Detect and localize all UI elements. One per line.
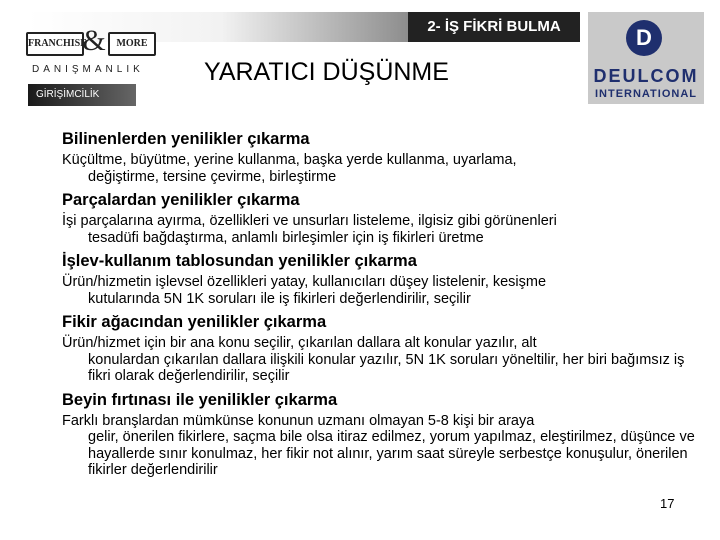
deulcom-logo [588,12,704,104]
section-body-line: Küçültme, büyütme, yerine kullanma, başka yerde kullanma, uyarlama, [62,152,517,168]
deulcom-subname: INTERNATIONAL [594,88,697,100]
section-body [62,152,702,185]
section-title: Bilinenlerden yenilikler çıkarma [62,130,310,148]
section-title: İşlev-kullanım tablosundan yenilikler çıkarma [62,252,417,270]
section-body-line: Ürün/hizmet için bir ana konu seçilir, çıkarılan dallara alt konular yazılır, alt [62,335,537,351]
section-body [62,213,702,246]
section-body-continuation: tesadüfi bağdaştırma, anlamlı birleşimler için iş fikirleri üretme [88,229,484,246]
section-title: Parçalardan yenilikler çıkarma [62,191,300,209]
deulcom-name: DEULCOM [593,66,699,86]
section-item [62,389,702,479]
logo-subtitle: DANIŞMANLIK [32,64,144,75]
logo-text-franchise: FRANCHISE [26,32,84,56]
section-title: Beyin fırtınası ile yenilikler çıkarma [62,390,338,409]
section-item [62,250,702,307]
section-body-line: Farklı branşlardan mümkünse konunun uzmanı olmayan 5-8 kişi bir araya [62,412,535,429]
deulcom-mark-icon: D [626,20,662,56]
logo-text-more: MORE [108,32,156,56]
section-body [62,335,702,385]
logo-ampersand: & [82,24,106,57]
section-body-continuation: kutularında 5N 1K soruları ile iş fikirleri değerlendirilir, seçilir [88,290,471,307]
section-title: Fikir ağacından yenilikler çıkarma [62,313,327,331]
section-item [62,311,702,385]
section-body-continuation: konulardan çıkarılan dallara ilişkili konular yazılır, 5N 1K soruları yöneltilir, her biri bağımsız iş fikri olarak değerlendirilir, seçilir [88,351,685,384]
section-title-bar: 2- İŞ FİKRİ BULMA [408,12,580,42]
section-body-line: İşi parçalarına ayırma, özellikleri ve unsurları listeleme, ilgisiz gibi görünenleri [62,213,557,229]
page-number: 17 [660,496,675,511]
content-list [62,124,702,482]
section-body-continuation: gelir, önerilen fikirlere, saçma bile olsa itiraz edilmez, yorum yapılmaz, eleştirilmez, düşünce ve hayallerde sınır konulmaz, her fikir not alınır, yarım saat süreyle serbestçe konuşulur, önerilen fikirler değerlendirilir [88,429,695,478]
franchise-more-logo [24,24,158,86]
category-badge: GİRİŞİMCİLİK [28,84,136,106]
page-heading: YARATICI DÜŞÜNME [204,58,449,86]
section-body [62,413,702,479]
section-body [62,274,702,307]
section-body-line: Ürün/hizmetin işlevsel özellikleri yatay, kullanıcıları düşey listelenir, kesişme [62,274,547,290]
section-body-continuation: değiştirme, tersine çevirme, birleştirme [88,168,337,185]
section-item [62,128,702,185]
section-item [62,189,702,246]
